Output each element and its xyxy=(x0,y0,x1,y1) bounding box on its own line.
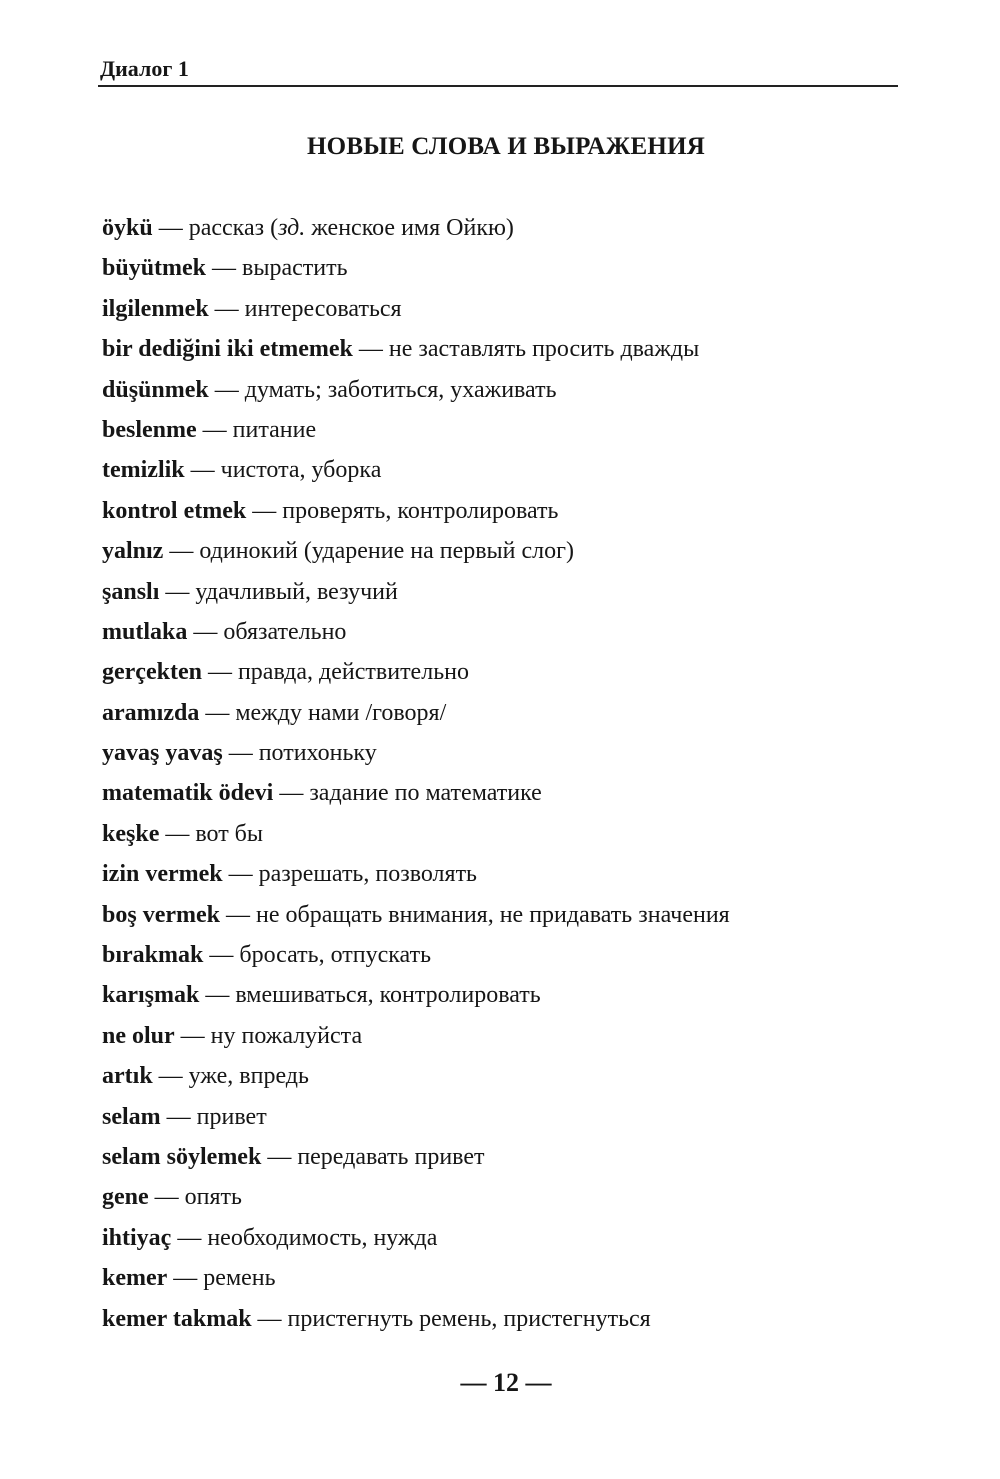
entry-translation: удачливый, везучий xyxy=(195,578,398,605)
entry-translation: интересоваться xyxy=(244,295,402,322)
entry-translation: передавать привет xyxy=(297,1143,485,1170)
entry-dash: — xyxy=(199,982,236,1009)
vocabulary-entry xyxy=(102,1177,730,1217)
vocabulary-entry xyxy=(102,248,730,288)
entry-term: karışmak xyxy=(102,982,200,1009)
vocabulary-entry xyxy=(102,491,730,531)
entry-note: зд. xyxy=(278,215,306,241)
entry-dash: — xyxy=(148,1184,185,1211)
entry-dash: — xyxy=(208,376,245,403)
entry-dash: — xyxy=(159,578,196,605)
entry-translation: необходимость, нужда xyxy=(207,1224,438,1251)
entry-dash: — xyxy=(222,861,259,888)
entry-translation: одинокий (ударение на первый слог) xyxy=(199,538,574,565)
entry-translation: обязательно xyxy=(223,618,347,645)
page-number: — 12 — xyxy=(460,1368,552,1397)
entry-dash: — xyxy=(246,497,283,524)
entry-term: şanslı xyxy=(102,578,160,605)
entry-dash: — xyxy=(184,457,221,484)
entry-dash: — xyxy=(171,1224,208,1251)
vocabulary-entry xyxy=(102,1097,730,1137)
entry-translation: ремень xyxy=(203,1265,276,1292)
entry-translation-rest: женское имя Ойкю) xyxy=(305,215,514,241)
entry-translation: опять xyxy=(184,1184,242,1211)
entry-translation: привет xyxy=(196,1103,267,1130)
vocabulary-entry xyxy=(102,329,730,369)
vocabulary-entry xyxy=(102,1016,730,1056)
entry-term: bir dediğini iki etmemek xyxy=(102,336,353,363)
vocabulary-entry xyxy=(102,1137,730,1177)
entry-dash: — xyxy=(203,942,240,969)
vocabulary-entry xyxy=(102,935,730,975)
entry-term: bırakmak xyxy=(102,942,204,969)
entry-translation: задание по математике xyxy=(309,780,542,807)
header-rule xyxy=(98,85,898,87)
entry-translation: правда, действительно xyxy=(237,659,469,686)
entry-term: boş vermek xyxy=(102,901,220,928)
vocabulary-entry xyxy=(102,572,730,612)
entry-dash: — xyxy=(219,901,256,928)
entry-term: gerçekten xyxy=(102,659,202,686)
vocabulary-entry xyxy=(102,652,730,692)
entry-dash: — xyxy=(163,538,200,565)
vocabulary-entry xyxy=(102,693,730,733)
entry-term: mutlaka xyxy=(102,618,188,645)
entry-term: yavaş yavaş xyxy=(102,740,223,767)
vocabulary-entry xyxy=(102,773,730,813)
entry-dash: — xyxy=(352,336,389,363)
vocabulary-entry xyxy=(102,895,730,935)
entry-term: kontrol etmek xyxy=(102,497,247,524)
entry-term: aramızda xyxy=(102,699,200,726)
vocabulary-entry xyxy=(102,733,730,773)
entry-term: ne olur xyxy=(102,1022,175,1049)
vocabulary-entry xyxy=(102,289,730,329)
entry-term: beslenme xyxy=(102,416,197,443)
entry-translation: разрешать, позволять xyxy=(258,861,477,888)
entry-dash: — xyxy=(152,215,189,241)
vocabulary-entry xyxy=(102,854,730,894)
entry-term: öykü xyxy=(102,215,153,241)
entry-translation: вмешиваться, контролировать xyxy=(235,982,541,1009)
vocabulary-entry xyxy=(102,531,730,571)
vocabulary-entry xyxy=(102,450,730,490)
entry-dash: — xyxy=(222,740,259,767)
vocabulary-entry xyxy=(102,1218,730,1258)
entry-dash: — xyxy=(273,780,310,807)
entry-dash: — xyxy=(199,699,236,726)
vocabulary-entry xyxy=(102,208,730,248)
entry-term: keşke xyxy=(102,820,160,847)
entry-dash: — xyxy=(201,659,238,686)
entry-term: artık xyxy=(102,1063,153,1090)
entry-term: büyütmek xyxy=(102,255,207,282)
entry-term: selam söylemek xyxy=(102,1143,262,1170)
entry-term: kemer takmak xyxy=(102,1305,252,1332)
entry-dash: — xyxy=(261,1143,298,1170)
entry-translation: потихоньку xyxy=(258,740,377,767)
entry-translation: пристегнуть ремень, пристегнуться xyxy=(287,1305,651,1332)
entry-term: matematik ödevi xyxy=(102,780,274,807)
entry-dash: — xyxy=(196,416,233,443)
entry-dash: — xyxy=(174,1022,211,1049)
entry-translation: не обращать внимания, не придавать значения xyxy=(255,901,730,928)
entry-term: gene xyxy=(102,1184,149,1211)
entry-translation: ну пожалуйста xyxy=(210,1022,363,1049)
entry-term: yalnız xyxy=(102,538,164,565)
vocabulary-entry xyxy=(102,975,730,1015)
entry-translation: питание xyxy=(232,416,317,443)
entry-dash: — xyxy=(251,1305,288,1332)
vocabulary-entry xyxy=(102,1258,730,1298)
entry-dash: — xyxy=(152,1063,189,1090)
entry-dash: — xyxy=(208,295,245,322)
vocabulary-entry xyxy=(102,612,730,652)
entry-term: ihtiyaç xyxy=(102,1224,172,1251)
entry-translation: уже, впредь xyxy=(188,1063,309,1090)
vocabulary-entry xyxy=(102,1299,730,1339)
entry-term: temizlik xyxy=(102,457,185,484)
entry-dash: — xyxy=(160,1103,197,1130)
entry-translation: думать; заботиться, ухаживать xyxy=(244,376,557,403)
vocabulary-list xyxy=(102,208,730,1339)
running-header: Диалог 1 xyxy=(100,56,189,81)
entry-translation: вот бы xyxy=(195,820,264,847)
entry-term: izin vermek xyxy=(102,861,223,888)
vocabulary-entry xyxy=(102,410,730,450)
entry-translation: между нами /говоря/ xyxy=(235,699,447,726)
entry-translation: чистота, уборка xyxy=(220,457,382,484)
page-title: НОВЫЕ СЛОВА И ВЫРАЖЕНИЯ xyxy=(307,133,705,160)
entry-dash: — xyxy=(206,255,243,282)
entry-translation: бросать, отпускать xyxy=(239,942,432,969)
entry-term: kemer xyxy=(102,1265,168,1292)
entry-dash: — xyxy=(187,618,224,645)
entry-translation: проверять, контролировать xyxy=(282,497,559,524)
entry-term: düşünmek xyxy=(102,376,209,403)
vocabulary-entry xyxy=(102,370,730,410)
vocabulary-entry xyxy=(102,814,730,854)
entry-translation: рассказ ( xyxy=(188,215,279,241)
entry-dash: — xyxy=(167,1265,204,1292)
entry-translation: вырастить xyxy=(242,255,348,282)
entry-term: selam xyxy=(102,1103,161,1130)
entry-translation: не заставлять просить дважды xyxy=(388,336,700,363)
entry-term: ilgilenmek xyxy=(102,295,209,322)
entry-dash: — xyxy=(159,820,196,847)
vocabulary-entry xyxy=(102,1056,730,1096)
